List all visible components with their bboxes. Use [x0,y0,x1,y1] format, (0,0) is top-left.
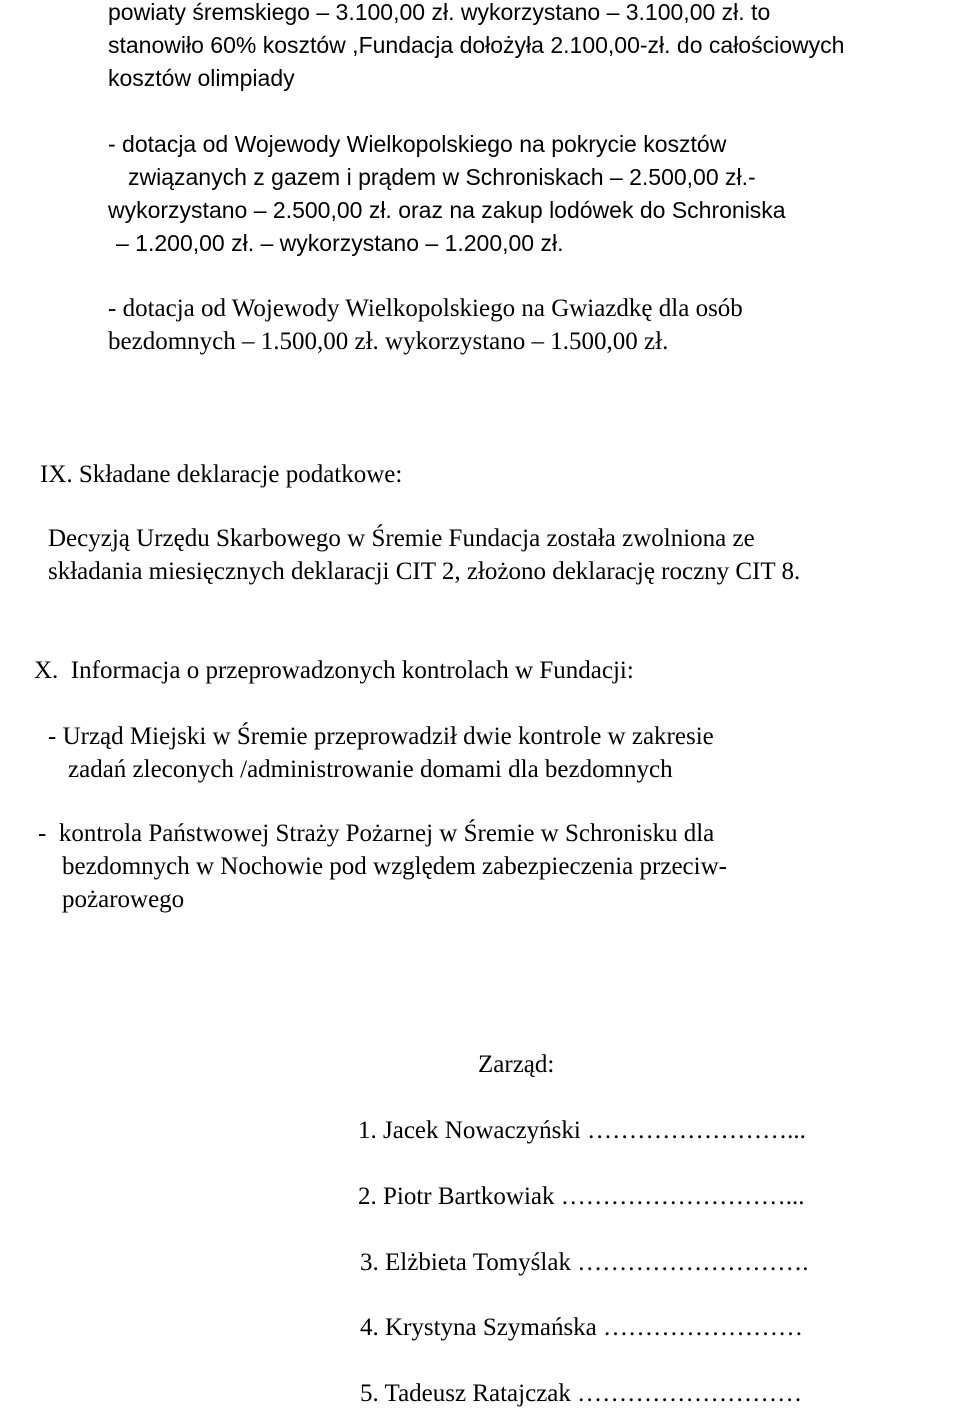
board-member-3: 3. Elżbieta Tomyślak ………………………. [360,1249,809,1276]
grant-christmas-line-2: bezdomnych – 1.500,00 zł. wykorzystano – 1.500,00 zł. [108,328,669,355]
section-x-item2-line-1: - kontrola Państwowej Straży Pożarnej w Śremie w Schronisku dla [38,820,715,847]
section-x-item2-line-2: bezdomnych w Nochowie pod względem zabezpieczenia przeciw- [62,853,727,880]
board-heading: Zarząd: [478,1051,555,1078]
top-paragraph-line-3: kosztów olimpiady [108,65,295,91]
section-ix-line-1: Decyzją Urzędu Skarbowego w Śremie Fundacja została zwolniona ze [48,525,755,552]
top-paragraph-line-2: stanowiło 60% kosztów ,Fundacja dołożyła 2.100,00-zł. do całościowych [108,32,845,58]
section-ix-line-2: składania miesięcznych deklaracji CIT 2, złożono deklarację roczny CIT 8. [48,558,801,585]
section-ix-heading: IX. Składane deklaracje podatkowe: [40,461,403,488]
grant-gas-line-3: wykorzystano – 2.500,00 zł. oraz na zakup lodówek do Schroniska [108,197,786,223]
board-member-5: 5. Tadeusz Ratajczak ……………………… [360,1380,803,1407]
grant-christmas-line-1: - dotacja od Wojewody Wielkopolskiego na Gwiazdkę dla osób [108,295,743,322]
section-x-item2-line-3: pożarowego [62,886,185,913]
board-member-2: 2. Piotr Bartkowiak ………………………... [358,1183,805,1210]
board-member-4: 4. Krystyna Szymańska …………………… [360,1314,804,1341]
board-member-1: 1. Jacek Nowaczyński ……………………... [358,1117,806,1144]
section-x-heading: X. Informacja o przeprowadzonych kontrolach w Fundacji: [34,657,634,684]
section-x-item1-line-2: zadań zleconych /administrowanie domami dla bezdomnych [68,756,673,783]
section-x-item1-line-1: - Urząd Miejski w Śremie przeprowadził dwie kontrole w zakresie [48,723,714,750]
top-paragraph-line-1: powiaty śremskiego – 3.100,00 zł. wykorzystano – 3.100,00 zł. to [108,0,771,25]
grant-gas-line-1: - dotacja od Wojewody Wielkopolskiego na pokrycie kosztów [108,131,727,157]
grant-gas-line-4: – 1.200,00 zł. – wykorzystano – 1.200,00 zł. [116,230,564,256]
grant-gas-line-2: związanych z gazem i prądem w Schroniskach – 2.500,00 zł.- [128,164,756,190]
